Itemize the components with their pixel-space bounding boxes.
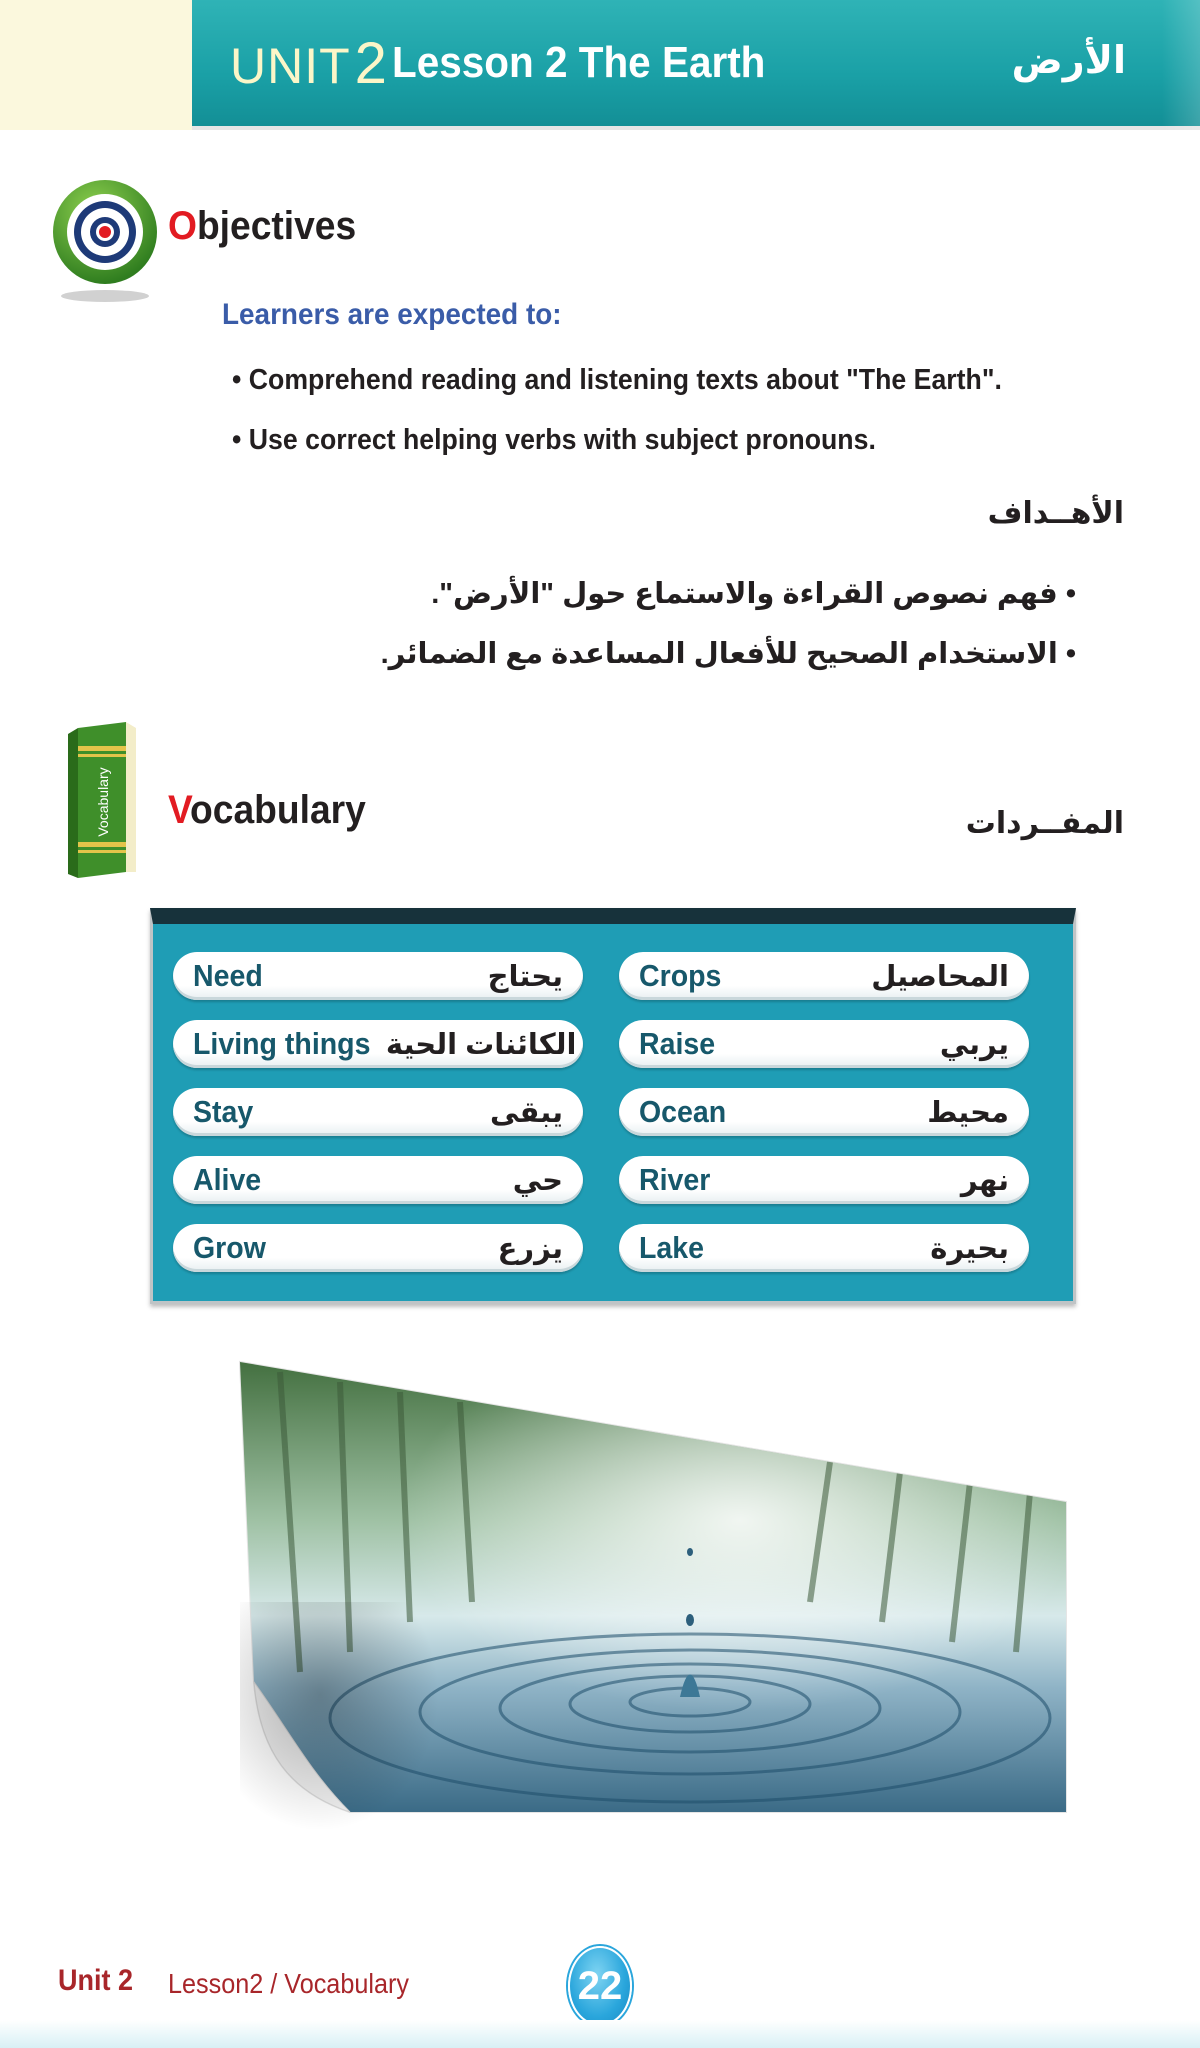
forest-water-photo xyxy=(210,1352,1080,1832)
vocab-word-en: Living things xyxy=(193,1026,371,1061)
unit-word: UNIT xyxy=(230,38,351,94)
objective-item-ar: • فهم نصوص القراءة والاستماع حول "الأرض". xyxy=(431,578,1076,610)
vocab-word-ar: يحتاج xyxy=(487,960,563,993)
vocab-word-ar: يربي xyxy=(939,1028,1009,1061)
vocab-word-ar: محيط xyxy=(927,1096,1009,1129)
vocab-word-en: Lake xyxy=(639,1230,705,1265)
footer-breadcrumb: Lesson2 / Vocabulary xyxy=(168,1968,409,1999)
vocabulary-heading-ar: المفــردات xyxy=(965,807,1124,840)
page-number-badge: 22 xyxy=(568,1946,632,2026)
objectives-intro: Learners are expected to: xyxy=(222,298,562,331)
vocabulary-column-right xyxy=(619,952,1029,1292)
vocab-word-ar: نهر xyxy=(960,1164,1009,1197)
vocab-word-en: Alive xyxy=(193,1162,262,1197)
vocab-entry xyxy=(619,1088,1029,1136)
objectives-title xyxy=(168,204,356,249)
unit-label xyxy=(230,30,388,97)
vocab-entry xyxy=(619,952,1029,1000)
objective-item: • Comprehend reading and listening texts about "The Earth". xyxy=(232,364,1002,396)
vocab-word-en: Crops xyxy=(639,958,722,993)
vocab-word-ar: يزرع xyxy=(497,1232,563,1265)
vocabulary-title xyxy=(168,788,366,833)
vocab-word-en: Stay xyxy=(193,1094,254,1129)
book-label: Vocabulary xyxy=(95,767,111,837)
vocab-word-ar: الكائنات الحية xyxy=(385,1028,577,1061)
vocab-entry xyxy=(173,1224,583,1272)
vocabulary-panel xyxy=(150,908,1076,1304)
vocab-word-en: Need xyxy=(193,958,263,993)
vocab-word-en: Grow xyxy=(193,1230,266,1265)
objectives-title-rest: bjectives xyxy=(196,204,357,248)
lesson-title: Lesson 2 The Earth xyxy=(392,38,766,87)
vocab-entry xyxy=(173,1156,583,1204)
vocab-word-en: Raise xyxy=(639,1026,716,1061)
vocab-entry xyxy=(173,1020,583,1068)
vocab-entry xyxy=(619,1020,1029,1068)
vocab-entry xyxy=(619,1224,1029,1272)
vocabulary-title-rest: ocabulary xyxy=(190,788,366,832)
book-icon xyxy=(64,722,140,880)
target-icon xyxy=(50,168,160,304)
vocab-word-ar: حي xyxy=(512,1164,563,1197)
header-title-ar: الأرض xyxy=(1011,40,1126,82)
vocab-entry xyxy=(173,952,583,1000)
objectives-heading-ar: الأهــداف xyxy=(987,497,1124,530)
unit-number: 2 xyxy=(354,31,388,96)
vocab-word-ar: المحاصيل xyxy=(871,960,1009,993)
vocab-word-ar: يبقى xyxy=(490,1096,563,1129)
objective-item-ar: • الاستخدام الصحيح للأفعال المساعدة مع الضمائر. xyxy=(380,638,1076,670)
footer-unit: Unit 2 xyxy=(58,1964,134,1997)
vocab-word-ar: بحيرة xyxy=(930,1232,1009,1265)
vocabulary-title-initial: V xyxy=(168,788,191,832)
objective-item: • Use correct helping verbs with subject pronouns. xyxy=(232,424,876,456)
vocab-word-en: Ocean xyxy=(639,1094,727,1129)
vocab-entry xyxy=(173,1088,583,1136)
vocab-word-en: River xyxy=(639,1162,711,1197)
objectives-title-initial: O xyxy=(168,204,197,248)
footer-band xyxy=(0,2020,1200,2048)
photo-shadow xyxy=(240,1602,440,1832)
vocabulary-column-left xyxy=(173,952,583,1292)
vocab-entry xyxy=(619,1156,1029,1204)
header-left-block xyxy=(0,0,192,130)
